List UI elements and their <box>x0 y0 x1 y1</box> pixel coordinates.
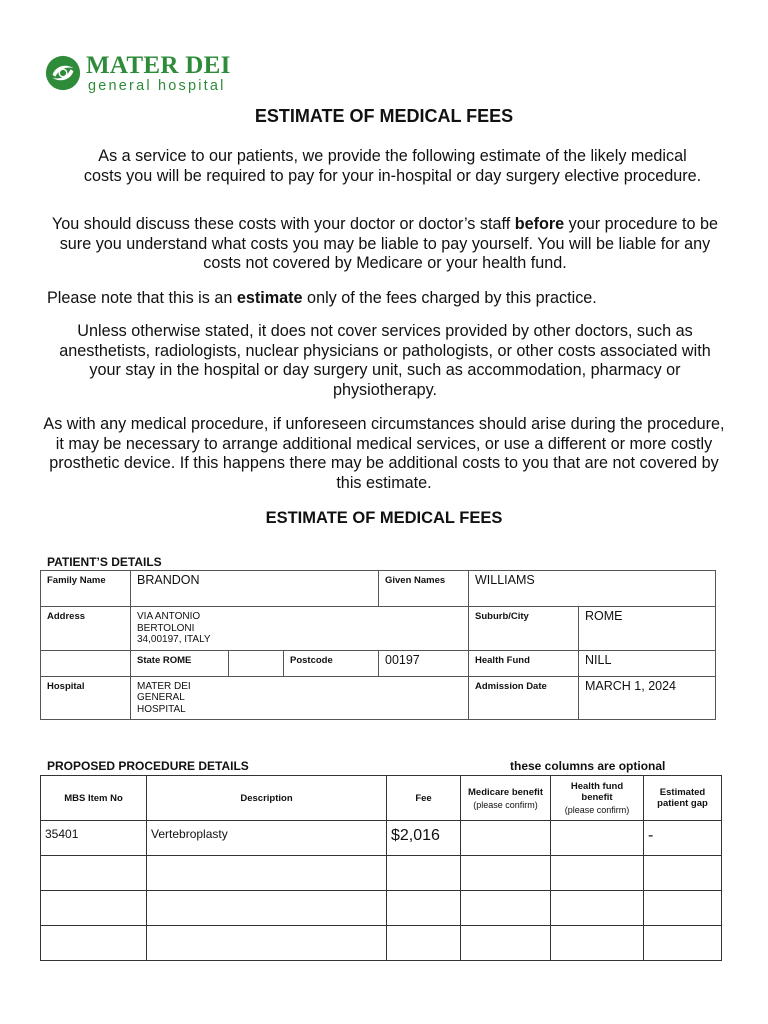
description-cell[interactable] <box>147 821 387 856</box>
given-names-label-cell <box>379 571 469 607</box>
state-field[interactable] <box>229 650 284 676</box>
postcode-value: 00197 <box>385 652 420 667</box>
address-line-2: BERTOLONI <box>137 622 195 634</box>
fee-cell[interactable] <box>387 821 461 856</box>
mbs-cell[interactable] <box>41 891 147 926</box>
suburb-field[interactable] <box>579 607 716 651</box>
fee-cell[interactable] <box>387 856 461 891</box>
hospital-logo-icon <box>44 54 82 92</box>
intro-paragraph-2-text: You should discuss these costs with your doctor or doctor’s staff <box>51 215 515 233</box>
patient-details-label: PATIENT’S DETAILS <box>47 555 162 569</box>
family-name-label: Family Name <box>47 575 106 586</box>
description-cell[interactable] <box>147 891 387 926</box>
suburb-label-cell <box>469 607 579 651</box>
health-fund-field[interactable] <box>579 650 716 676</box>
intro-paragraph-3 <box>47 289 737 309</box>
procedure-row <box>41 856 722 891</box>
description-header: Description <box>147 776 387 821</box>
admission-date-label-cell <box>469 676 579 720</box>
mbs-header: MBS Item No <box>41 776 147 821</box>
fee-value: $2,016 <box>391 827 440 844</box>
address-label-cell <box>41 607 131 651</box>
address-line-3: 34,00197, ITALY <box>137 634 211 645</box>
family-name-value: BRANDON <box>137 573 200 587</box>
fee-header: Fee <box>387 776 461 821</box>
mbs-cell[interactable] <box>41 926 147 961</box>
given-names-value: WILLIAMS <box>475 573 535 587</box>
procedure-row <box>41 926 722 961</box>
medicare-header <box>461 776 551 821</box>
admission-date-value: MARCH 1, 2024 <box>585 678 677 693</box>
gap-cell[interactable] <box>644 891 722 926</box>
suburb-value: ROME <box>585 609 623 623</box>
hospital-field[interactable] <box>131 676 469 720</box>
fee-cell[interactable] <box>387 891 461 926</box>
procedure-row <box>41 891 722 926</box>
intro-paragraph-4: Unless otherwise stated, it does not cover services provided by other doctors, such as anesthetists, radiologists, nuclear physicians or pathologists, or other costs associated with your stay in the hospital or day surgery unit, such as accommodation, pharmacy or physiotherapy. <box>59 322 711 399</box>
family-name-field[interactable] <box>131 571 379 607</box>
medicare-cell[interactable] <box>461 926 551 961</box>
hospital-line-1: MATER DEI <box>137 680 191 692</box>
procedure-details-label: PROPOSED PROCEDURE DETAILS <box>47 759 249 773</box>
gap-cell[interactable] <box>644 856 722 891</box>
description-value: Vertebroplasty <box>151 827 228 841</box>
mbs-cell[interactable] <box>41 821 147 856</box>
mbs-cell[interactable] <box>41 856 147 891</box>
description-cell[interactable] <box>147 926 387 961</box>
intro-paragraph-2 <box>40 215 730 274</box>
postcode-label-cell <box>284 650 379 676</box>
procedure-row <box>41 821 722 856</box>
medicare-header-note: (please confirm) <box>473 799 538 810</box>
medicare-cell[interactable] <box>461 821 551 856</box>
intro-paragraph-3-bold: estimate <box>236 289 303 307</box>
medicare-cell[interactable] <box>461 856 551 891</box>
gap-cell[interactable] <box>644 926 722 961</box>
given-names-field[interactable] <box>469 571 716 607</box>
description-cell[interactable] <box>147 856 387 891</box>
admission-date-field[interactable] <box>579 676 716 720</box>
address-label: Address <box>47 611 86 622</box>
page-title: ESTIMATE OF MEDICAL FEES <box>254 106 514 126</box>
address-line-1: VIA ANTONIO <box>137 611 201 622</box>
postcode-field[interactable] <box>379 650 469 676</box>
medicare-cell[interactable] <box>461 891 551 926</box>
form-title: ESTIMATE OF MEDICAL FEES <box>265 509 503 527</box>
procedure-table <box>40 775 722 961</box>
health-fund-cell[interactable] <box>551 821 644 856</box>
mbs-value: 35401 <box>45 827 79 841</box>
intro-paragraph-3-text-end: only of the fees charged by this practice. <box>302 289 597 307</box>
intro-paragraph-1: As a service to our patients, we provide the following estimate of the likely medical costs you will be required to pay for your in-hospital or day surgery elective procedure. <box>83 147 702 185</box>
intro-paragraph-2-text-end: your procedure to be sure you understand what costs you may be liable to pay yourself. You will be liable for any costs not covered by Medicare or your health fund. <box>59 215 719 273</box>
postcode-label: Postcode <box>290 654 333 666</box>
state-label: State ROME <box>137 654 192 666</box>
health-fund-value: NILL <box>585 652 612 667</box>
given-names-label: Given Names <box>385 575 446 586</box>
gap-cell[interactable] <box>644 821 722 856</box>
health-fund-cell[interactable] <box>551 891 644 926</box>
gap-value: - <box>648 827 654 844</box>
patient-details-table <box>40 570 716 720</box>
procedure-header-row <box>41 776 722 821</box>
health-fund-label: Health Fund <box>475 654 530 666</box>
health-fund-header-label: Health fund benefit <box>570 781 624 803</box>
health-fund-cell[interactable] <box>551 926 644 961</box>
hospital-line-3: HOSPITAL <box>137 703 186 715</box>
gap-header: Estimated patient gap <box>644 776 722 821</box>
health-fund-header <box>551 776 644 821</box>
intro-paragraph-3-text: Please note that this is an <box>47 289 237 307</box>
hospital-logo <box>44 52 264 94</box>
health-fund-header-note: (please confirm) <box>564 805 630 815</box>
fee-cell[interactable] <box>387 926 461 961</box>
hospital-line-2: GENERAL <box>137 692 185 703</box>
logo-subtitle: general hospital <box>88 78 226 94</box>
state-label-cell <box>131 650 229 676</box>
health-fund-label-cell <box>469 650 579 676</box>
hospital-label: Hospital <box>47 680 85 692</box>
logo-title: MATER DEI <box>86 52 231 79</box>
address-field[interactable] <box>131 607 469 651</box>
state-blank-cell <box>41 650 131 676</box>
family-name-label-cell <box>41 571 131 607</box>
intro-paragraph-5: As with any medical procedure, if unforeseen circumstances should arise during the procedure, it may be necessary to arrange additional medical services, or use a different or more costly prosthetic device. If this happens there may be additional costs to you that are not covered by this estimate. <box>43 415 725 492</box>
optional-columns-note: these columns are optional <box>510 759 666 773</box>
health-fund-cell[interactable] <box>551 856 644 891</box>
hospital-label-cell <box>41 676 131 720</box>
suburb-label: Suburb/City <box>475 611 529 622</box>
admission-date-label: Admission Date <box>475 680 547 692</box>
medicare-header-label: Medicare benefit <box>468 786 543 798</box>
intro-paragraph-2-bold: before <box>514 215 565 233</box>
